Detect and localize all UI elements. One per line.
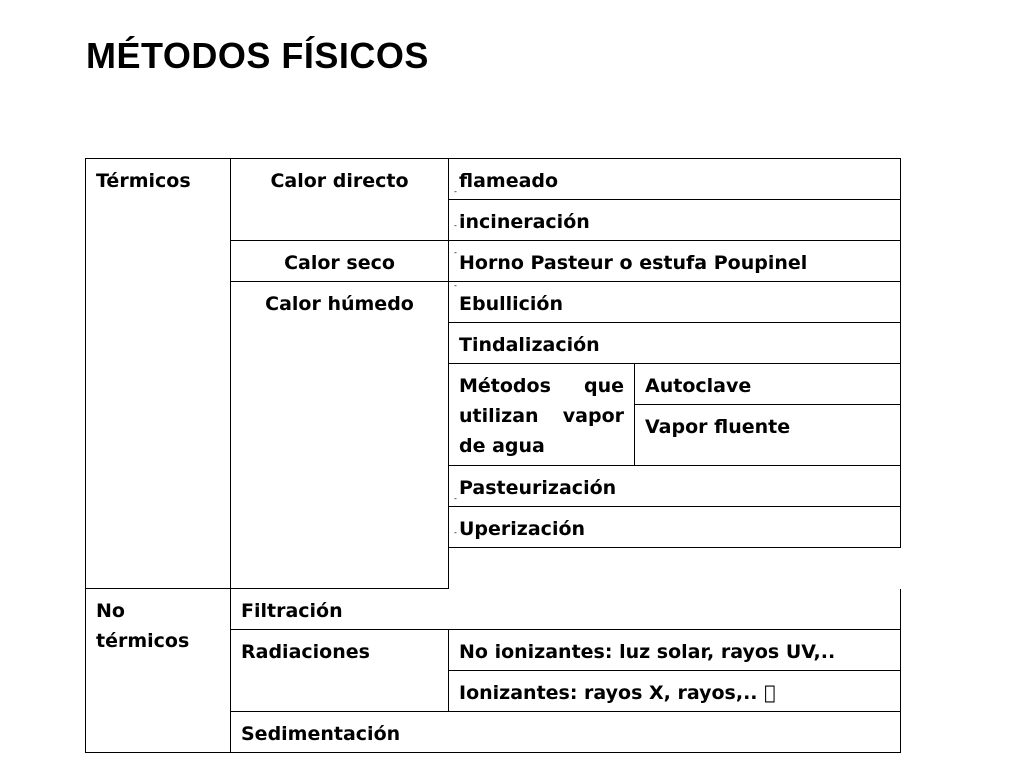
method-horno	[449, 241, 901, 282]
method-label: Uperización	[459, 518, 586, 540]
method-uperizacion	[449, 507, 901, 548]
bullet-mark: -	[454, 282, 457, 290]
method-no-ionizantes: No ionizantes: luz solar, rayos UV,..	[449, 630, 901, 671]
method-ionizantes: Ionizantes: rayos X, rayos,..	[449, 671, 901, 712]
bullet-mark: -	[454, 221, 457, 230]
method-vapor-agua	[449, 364, 635, 466]
method-label: Pasteurización	[459, 477, 617, 499]
method-vapor-fluente: Vapor fluente	[635, 405, 901, 466]
method-tindalizacion: Tindalización	[449, 323, 901, 364]
method-label: Métodos que utilizan vapor de agua	[459, 375, 624, 457]
method-label: incineración	[459, 211, 590, 233]
method-label: Ebullición	[459, 293, 563, 315]
method-incineracion	[449, 200, 901, 241]
subcategory-calor-humedo: Calor húmedo	[231, 282, 449, 589]
bullet-mark: -	[454, 187, 457, 196]
category-termicos: Térmicos	[86, 159, 231, 589]
methods-table	[85, 158, 901, 753]
category-no-termicos: No térmicos	[86, 589, 231, 753]
method-ebullicion	[449, 282, 901, 323]
bullet-mark: -	[454, 248, 457, 257]
subcategory-radiaciones: Radiaciones	[231, 630, 449, 712]
method-autoclave: Autoclave	[635, 364, 901, 405]
method-filtracion: Filtración	[231, 589, 901, 630]
page-title: MÉTODOS FÍSICOS	[86, 35, 429, 76]
method-flameado	[449, 159, 901, 200]
method-label: Horno Pasteur o estufa Poupinel	[459, 252, 808, 274]
bullet-mark: -	[454, 494, 457, 503]
method-pasteurizacion	[449, 466, 901, 507]
subcategory-calor-directo: Calor directo	[231, 159, 449, 241]
method-label: flameado	[459, 170, 559, 192]
bullet-mark: -	[454, 528, 457, 537]
method-sedimentacion: Sedimentación	[231, 712, 901, 753]
subcategory-calor-seco: Calor seco	[231, 241, 449, 282]
